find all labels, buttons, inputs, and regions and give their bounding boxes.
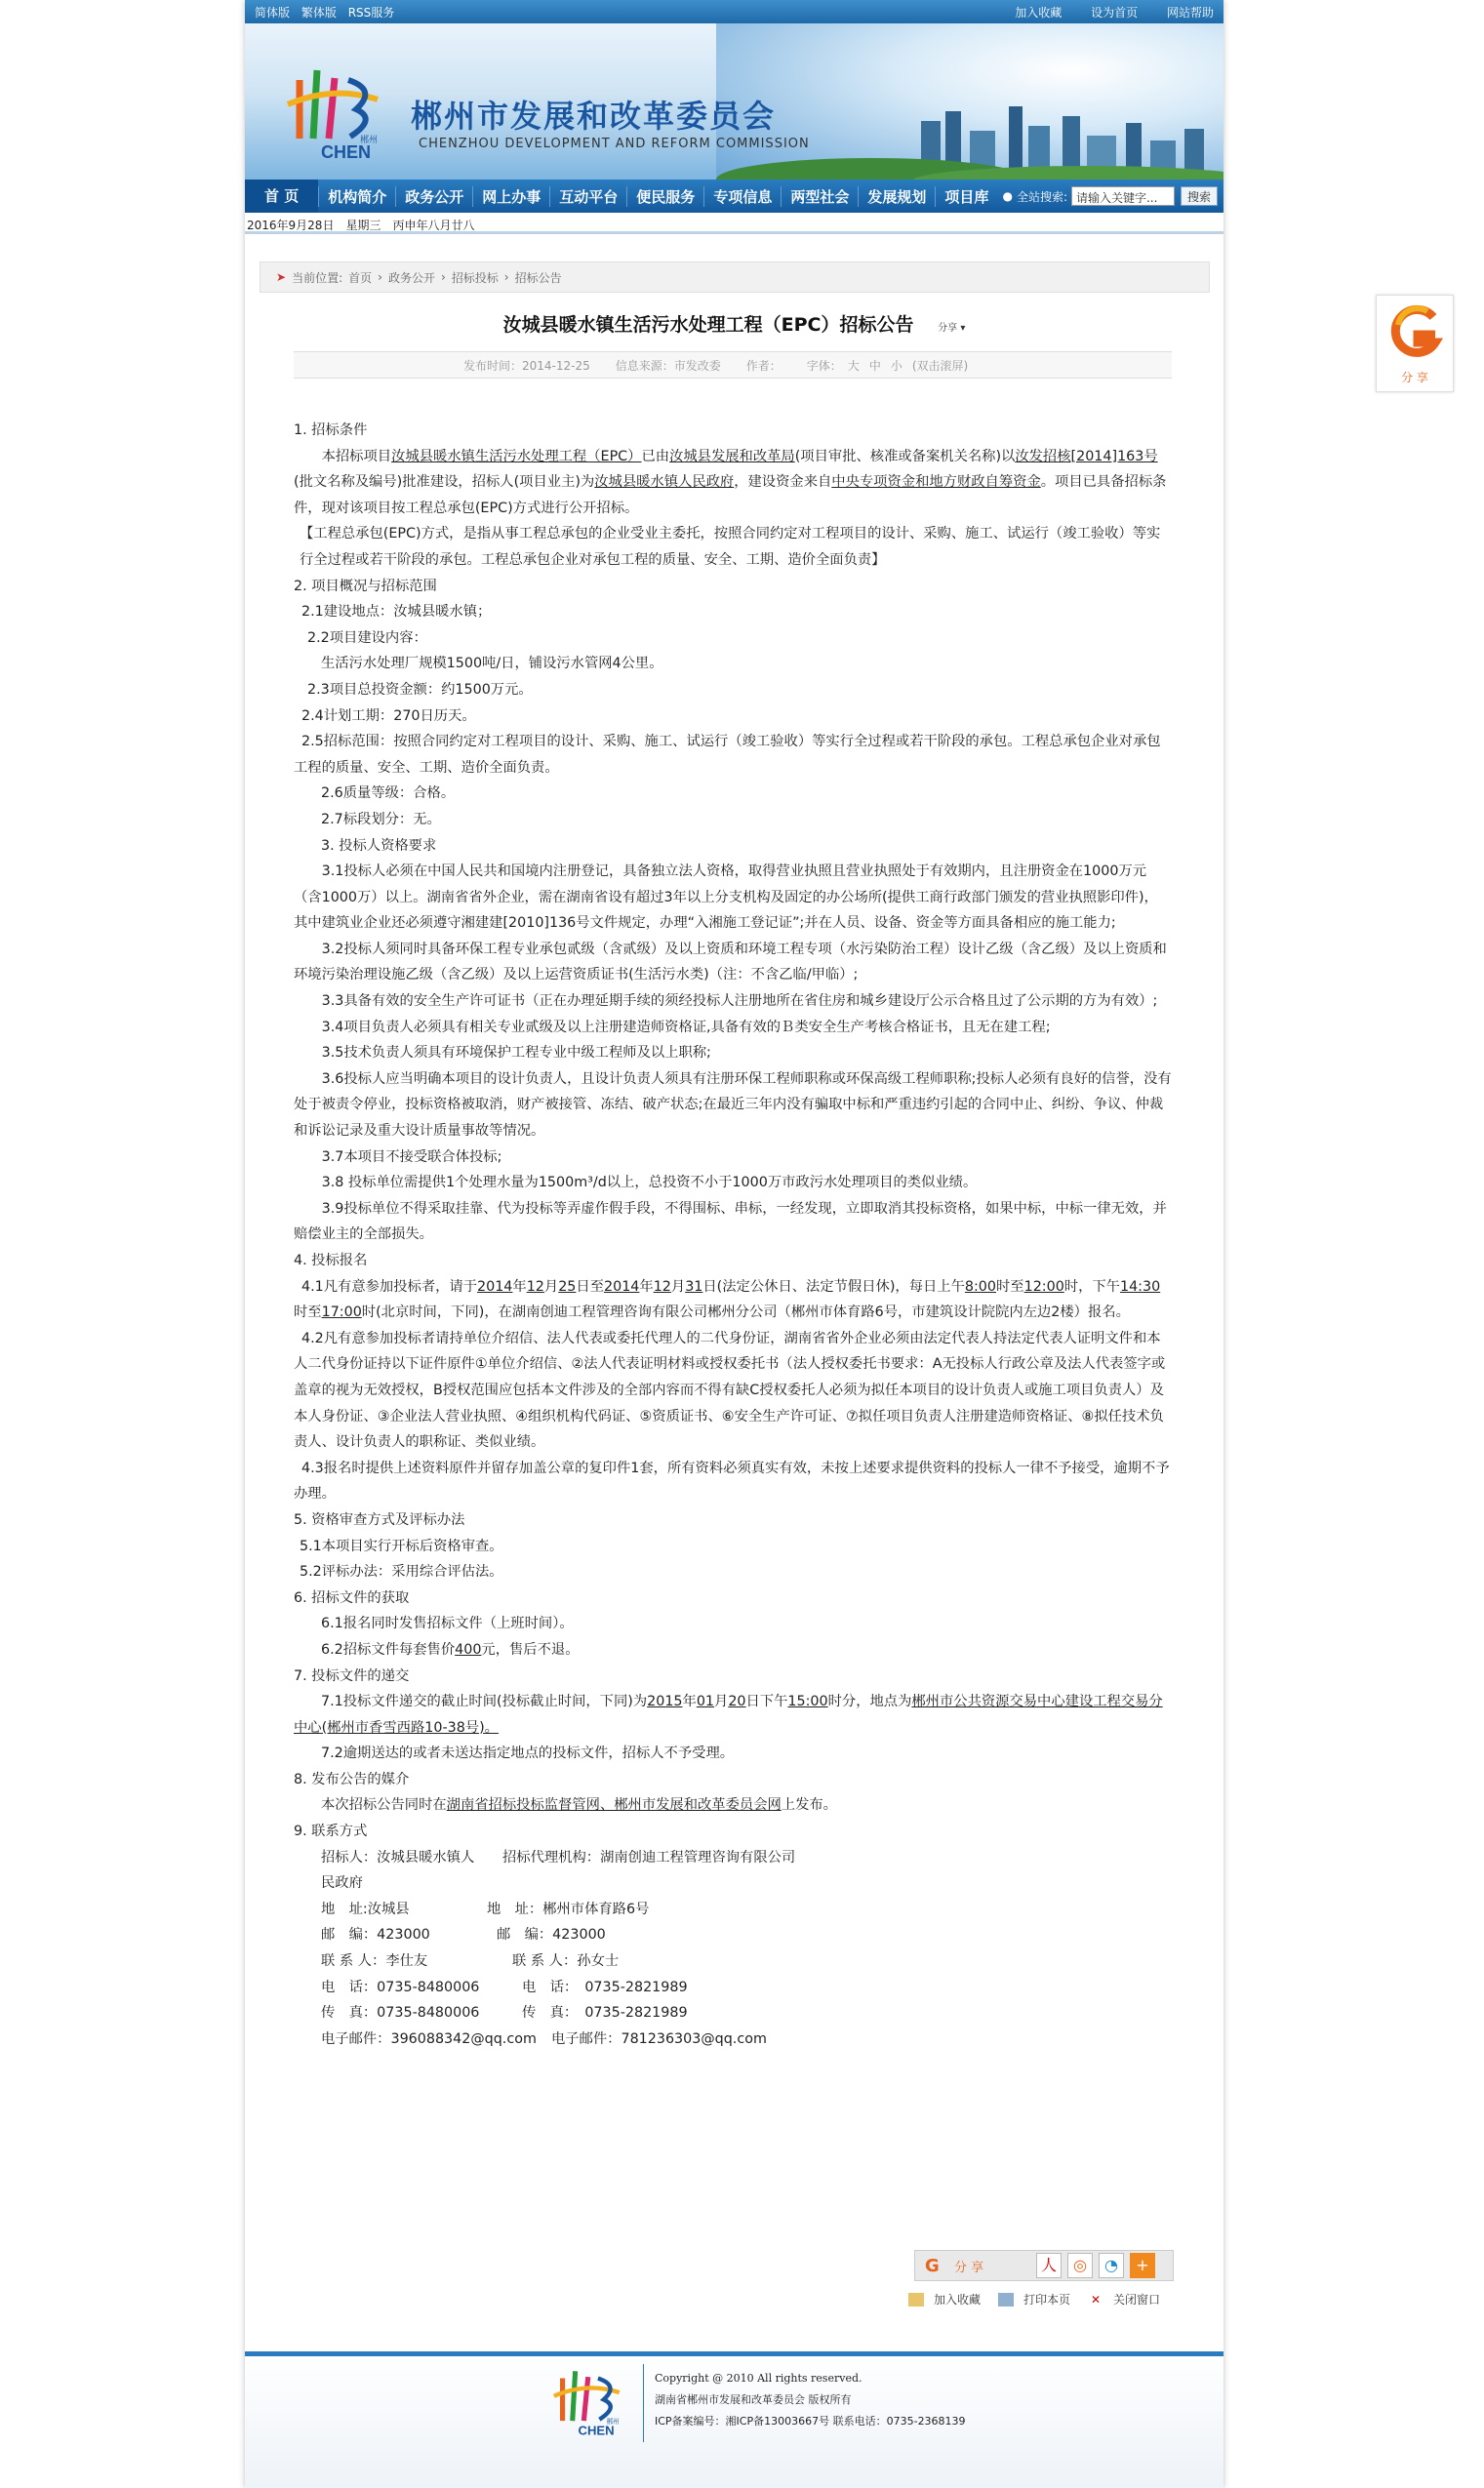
contact-cell: 联 系 人：李仕友 — [321, 1953, 428, 1970]
paragraph: 3.3具备有效的安全生产许可证书（正在办理延期手续的须经投标人注册地所在省住房和城乡建设厅公示合格且过了公示期的方为有效）; — [321, 993, 1158, 1010]
site-search — [1002, 186, 1223, 206]
contact-cell: 联 系 人：孙女士 — [512, 1953, 620, 1970]
copyright: Copyright @ 2010 All rights reserved. — [655, 2372, 862, 2385]
font-size-label: 字体： — [806, 358, 842, 373]
close-window-tool[interactable]: ✕ 关闭窗口 — [1088, 2291, 1160, 2307]
contact-cell: 电 话： 0735-2821989 — [522, 1979, 688, 1995]
paragraph: 3.1投标人必须在中国人民共和国境内注册登记，具备独立法人资格，取得营业执照且营业执照处于有效期内，且注册资金在1000万元（含1000万）以上。湖南省省外企业，需在湖南省设有超过3年以上分支机构及固定的办公场所(提供工商行政部门颁发的营业执照影印件)，其中建筑业企业还必须遵守湘建建[2010]136号文件规定，办理“入湘施工登记证”;并在人员、设备、资金等方面具备相应的施工能力; — [294, 863, 1158, 932]
search-label: 全站搜索: — [1016, 189, 1067, 204]
footer-text — [655, 2368, 966, 2432]
paragraph: 7.2逾期送达的或者未送达指定地点的投标文件，招标人不予受理。 — [321, 1746, 735, 1762]
section-heading: 7. 投标文件的递交 — [294, 1667, 410, 1684]
paragraph: 4.2凡有意参加投标者请持单位介绍信、法人代表或委托代理人的二代身份证，湖南省省外企业必须由法定代表人持法定代表人证明文件和本人二代身份证持以下证件原件①单位介绍信、②法人代表证明材料或授权委托书（法人授权委托书要求：A无投标人行政公章及法人代表签字或盖章的视为无效授权，B授权范围应包括本文件涉及的全部内容而不得有缺C授权委托人必须为拟任本项目的设计负责人或施工项目负责人）及本人身份证、③企业法人营业执照、④组织机构代码证、⑤资质证书、⑥安全生产许可证、⑦拟任项目负责人注册建造师资格证、⑧拟任技术负责人、设计负责人的职称证、类似业绩。 — [294, 1330, 1166, 1451]
help-link[interactable]: 网站帮助 — [1166, 5, 1214, 20]
more-share-icon[interactable]: + — [1130, 2253, 1155, 2278]
double-click-scroll: (双击滚屏) — [911, 358, 969, 373]
paragraph: 2.5招标范围：按照合同约定对工程项目的设计、采购、施工、试运行（竣工验收）等实行全过程或若干阶段的承包。工程总承包企业对承包工程的质量、安全、工期、造价全面负责。 — [294, 734, 1161, 776]
paragraph: 4.3报名时提供上述资料原件并留存加盖公章的复印件1套，所有资料必须真实有效，未按上述要求提供资料的投标人一律不予接受，逾期不予办理。 — [294, 1460, 1170, 1503]
paragraph: 6.2招标文件每套售价400元，售后不退。 — [321, 1641, 580, 1658]
share-logo-icon: G — [925, 2256, 940, 2276]
add-favorite-link[interactable]: 加入收藏 — [1015, 5, 1063, 20]
paragraph: 2.6质量等级：合格。 — [321, 785, 456, 802]
article-title: 汝城县暖水镇生活污水处理工程（EPC）招标公告 — [502, 314, 914, 336]
share-bar — [914, 2250, 1174, 2281]
section-heading: 4. 投标报名 — [294, 1253, 368, 1268]
footer — [245, 2351, 1223, 2488]
paragraph: 2.4计划工期：270日历天。 — [301, 707, 476, 724]
paragraph: 3.6投标人应当明确本项目的设计负责人，且设计负责人须具有注册环保工程师职称或环保高级工程师职称;投标人必须有良好的信誉，没有处于被责令停业，投标资格被取消，财产被接管、冻结、破产状态;在最近三年内没有骗取中标和严重违约引起的合同中止、纠纷、争议、仲裁和诉讼记录及重大设计质量事故等情况。 — [294, 1070, 1172, 1140]
contact-cell: 邮 编：423000 — [321, 1927, 430, 1944]
qq-icon[interactable]: ◔ — [1099, 2253, 1124, 2278]
logo-text: CHEN — [321, 142, 372, 162]
paragraph: 6.1报名同时发售招标文件（上班时间）。 — [321, 1616, 574, 1632]
paragraph: 2.2项目建设内容： — [307, 629, 427, 646]
contact-cell: 电子邮件：396088342@qq.com — [321, 2030, 537, 2047]
contact-cell: 地 址:汝城县 — [321, 1901, 410, 1917]
breadcrumb-home[interactable]: 首页 — [348, 270, 373, 285]
footer-logo-text: CHEN — [578, 2423, 615, 2438]
paragraph: 5.2评标办法：采用综合评估法。 — [300, 1564, 503, 1581]
paragraph: 3.8 投标单位需提供1个处理水量为1500m³/d以上，总投资不小于1000万市政污水处理项目的类似业绩。 — [321, 1175, 978, 1191]
paragraph: 2.3项目总投资金额：约1500万元。 — [307, 681, 533, 698]
publish-date: 发布时间：2014-12-25 — [463, 358, 590, 373]
contact-cell: 招标人：汝城县暖水镇人民政府 — [321, 1849, 475, 1892]
paragraph: 本次招标公告同时在湖南省招标投标监督管网、郴州市发展和改革委员会网上发布。 — [321, 1797, 837, 1814]
date-line: 2016年9月28日 星期三 丙申年八月廿八 — [245, 213, 1223, 234]
commission-logo — [280, 60, 387, 168]
nav-home[interactable]: 首 页 — [245, 180, 318, 213]
share-label: 分享 — [938, 323, 958, 334]
breadcrumb-arrow-icon: ➤ — [276, 270, 287, 284]
footer-logo — [543, 2364, 631, 2442]
footer-divider — [643, 2364, 644, 2442]
main-nav — [245, 180, 1223, 213]
breadcrumb-bidding[interactable]: 招标投标 — [451, 270, 499, 285]
contact-table — [294, 1845, 1172, 2053]
article-title-row — [245, 310, 1223, 337]
share-logo-icon — [1388, 303, 1443, 362]
nav-public-affairs[interactable]: 政务公开 — [395, 186, 472, 207]
rss-link[interactable]: RSS服务 — [347, 5, 395, 20]
breadcrumb-public-affairs[interactable]: 政务公开 — [387, 270, 435, 285]
floating-share-label: 分 享 — [1401, 371, 1428, 384]
breadcrumb-bid-notice[interactable]: 招标公告 — [514, 270, 562, 285]
breadcrumb-label: 当前位置: — [292, 270, 343, 285]
section-heading: 9. 联系方式 — [294, 1824, 368, 1840]
close-icon: ✕ — [1091, 2292, 1102, 2307]
set-homepage-link[interactable]: 设为首页 — [1091, 5, 1139, 20]
paragraph: 3.7本项目不接受联合体投标; — [321, 1148, 502, 1165]
print-tool[interactable]: 打印本页 — [998, 2291, 1070, 2307]
share-dropdown[interactable]: 分享 ▾ — [938, 323, 966, 334]
author: 作者： — [745, 358, 782, 373]
header-banner — [245, 23, 1223, 180]
contact-cell: 传 真：0735-8480006 — [321, 2005, 480, 2022]
contact-cell: 邮 编：423000 — [497, 1927, 606, 1944]
footer-logo-subtext: 郴州 — [606, 2418, 620, 2427]
nav-special-info[interactable]: 专项信息 — [703, 186, 781, 207]
search-icon: ● — [1002, 189, 1013, 203]
section-heading: 8. 发布公告的媒介 — [294, 1771, 410, 1787]
section-heading: 1. 招标条件 — [294, 422, 368, 438]
article-meta — [294, 351, 1172, 379]
breadcrumb: ➤ 当前位置: 首页 › 政务公开 › 招标投标 › 招标公告 — [260, 261, 1210, 293]
font-small-button[interactable]: 小 — [890, 358, 902, 373]
paragraph: 3.2投标人须同时具备环保工程专业承包贰级（含贰级）及以上资质和环境工程专项（水污染防治工程）设计乙级（含乙级）及以上资质和环境污染治理设施乙级（含乙级）及以上运营资质证书(生活污水类)（注：不含乙临/甲临）; — [294, 941, 1167, 983]
simplified-link[interactable]: 简体版 — [255, 5, 291, 20]
floating-share-widget[interactable] — [1376, 295, 1454, 392]
section-heading: 6. 招标文件的获取 — [294, 1589, 410, 1606]
traditional-link[interactable]: 繁体版 — [301, 5, 337, 20]
search-input[interactable]: 请输入关键字... — [1071, 186, 1175, 206]
paragraph: 3.5技术负责人须具有环境保护工程专业中级工程师及以上职称; — [321, 1045, 711, 1062]
icp-contact: ICP备案编号：湘ICP备13003667号 联系电话：0735-2368139 — [655, 2415, 966, 2428]
section-heading: 2. 项目概况与招标范围 — [294, 578, 437, 594]
paragraph: 5.1本项目实行开标后资格审查。 — [300, 1538, 503, 1554]
nav-interaction[interactable]: 互动平台 — [549, 186, 626, 207]
owner: 湖南省郴州市发展和改革委员会 版权所有 — [655, 2393, 852, 2406]
page-tools — [891, 2291, 1160, 2307]
contact-cell: 地 址：郴州市体育路6号 — [487, 1901, 650, 1917]
contact-cell: 招标代理机构：湖南创迪工程管理咨询有限公司 — [502, 1849, 796, 1866]
site-title: 郴州市发展和改革委员会 — [411, 98, 777, 135]
paragraph: 4.1凡有意参加投标者，请于2014年12月25日至2014年12月31日(法定公休日、法定节假日休)，每日上午8:00时至12:00时，下午14:30时至17:00时(北京时间，下同)，在湖南创迪工程管理咨询有限公司郴州分公司（郴州市体育路6号，市建筑设计院院内左边2楼）报名。 — [294, 1278, 1161, 1321]
paragraph: 本招标项目汝城县暖水镇生活污水处理工程（EPC）已由汝城县发展和改革局(项目审批、核准或备案机关名称)以汝发招核[2014]163号(批文名称及编号)批准建设，招标人(项目业主)为汝城县暖水镇人民政府，建设资金来自中央专项资金和地方财政自筹资金。项目已具备招标条件，现对该项目按工程总承包(EPC)方式进行公开招标。 — [294, 448, 1167, 516]
section-heading: 3. 投标人资格要求 — [321, 837, 437, 854]
section-heading: 5. 资格审查方式及评标办法 — [294, 1511, 465, 1528]
paragraph: 3.4项目负责人必须具有相关专业贰级及以上注册建造师资格证,具备有效的Ｂ类安全生产考核合格证书，且无在建工程; — [321, 1019, 1051, 1035]
nav-convenience[interactable]: 便民服务 — [626, 186, 703, 207]
renren-icon[interactable]: 人 — [1036, 2253, 1062, 2278]
info-source: 信息来源：市发改委 — [615, 358, 721, 373]
paragraph: 【工程总承包(EPC)方式，是指从事工程总承包的企业受业主委托，按照合同约定对工程项目的设计、采购、施工、试运行（竣工验收）等实行全过程或若干阶段的承包。工程总承包企业对承包工程的质量、安全、工期、造价全面负责】 — [300, 526, 1161, 568]
contact-cell: 电 话：0735-8480006 — [321, 1979, 480, 1995]
paragraph: 生活污水处理厂规模1500吨/日，铺设污水管网4公里。 — [321, 656, 663, 672]
search-button[interactable]: 搜索 — [1181, 186, 1218, 206]
nav-online-service[interactable]: 网上办事 — [472, 186, 549, 207]
add-favorite-tool[interactable]: 加入收藏 — [908, 2291, 981, 2307]
top-bar — [245, 0, 1223, 23]
logo-subtext: 郴州 — [360, 136, 379, 145]
page-wrapper — [245, 0, 1223, 2488]
nav-project-library[interactable]: 项目库 — [935, 186, 997, 207]
nav-about[interactable]: 机构简介 — [318, 186, 395, 207]
printer-icon — [998, 2293, 1014, 2307]
nav-two-type-society[interactable]: 两型社会 — [781, 186, 858, 207]
paragraph: 2.1建设地点：汝城县暖水镇； — [301, 604, 492, 621]
article-body — [294, 418, 1172, 2052]
nav-development-plan[interactable]: 发展规划 — [858, 186, 935, 207]
folder-icon — [908, 2293, 924, 2307]
font-medium-button[interactable]: 中 — [868, 358, 881, 373]
contact-cell: 电子邮件：781236303@qq.com — [551, 2030, 767, 2047]
paragraph: 7.1投标文件递交的截止时间(投标截止时间，下同)为2015年01月20日下午15:00时分，地点为郴州市公共资源交易中心建设工程交易分中心(郴州市香雪西路10-38号)。 — [294, 1694, 1163, 1736]
paragraph: 2.7标段划分：无。 — [321, 811, 441, 827]
contact-cell: 传 真： 0735-2821989 — [522, 2005, 688, 2022]
share-bar-label: 分 享 — [954, 2260, 984, 2275]
site-title-en: CHENZHOU DEVELOPMENT AND REFORM COMMISSION — [419, 137, 810, 151]
paragraph: 3.9投标单位不得采取挂靠、代为投标等弄虚作假手段，不得围标、串标，一经发现，立即取消其投标资格，如果中标，中标一律无效，并赔偿业主的全部损失。 — [294, 1200, 1167, 1243]
weibo-icon[interactable]: ◎ — [1067, 2253, 1093, 2278]
font-large-button[interactable]: 大 — [847, 358, 860, 373]
